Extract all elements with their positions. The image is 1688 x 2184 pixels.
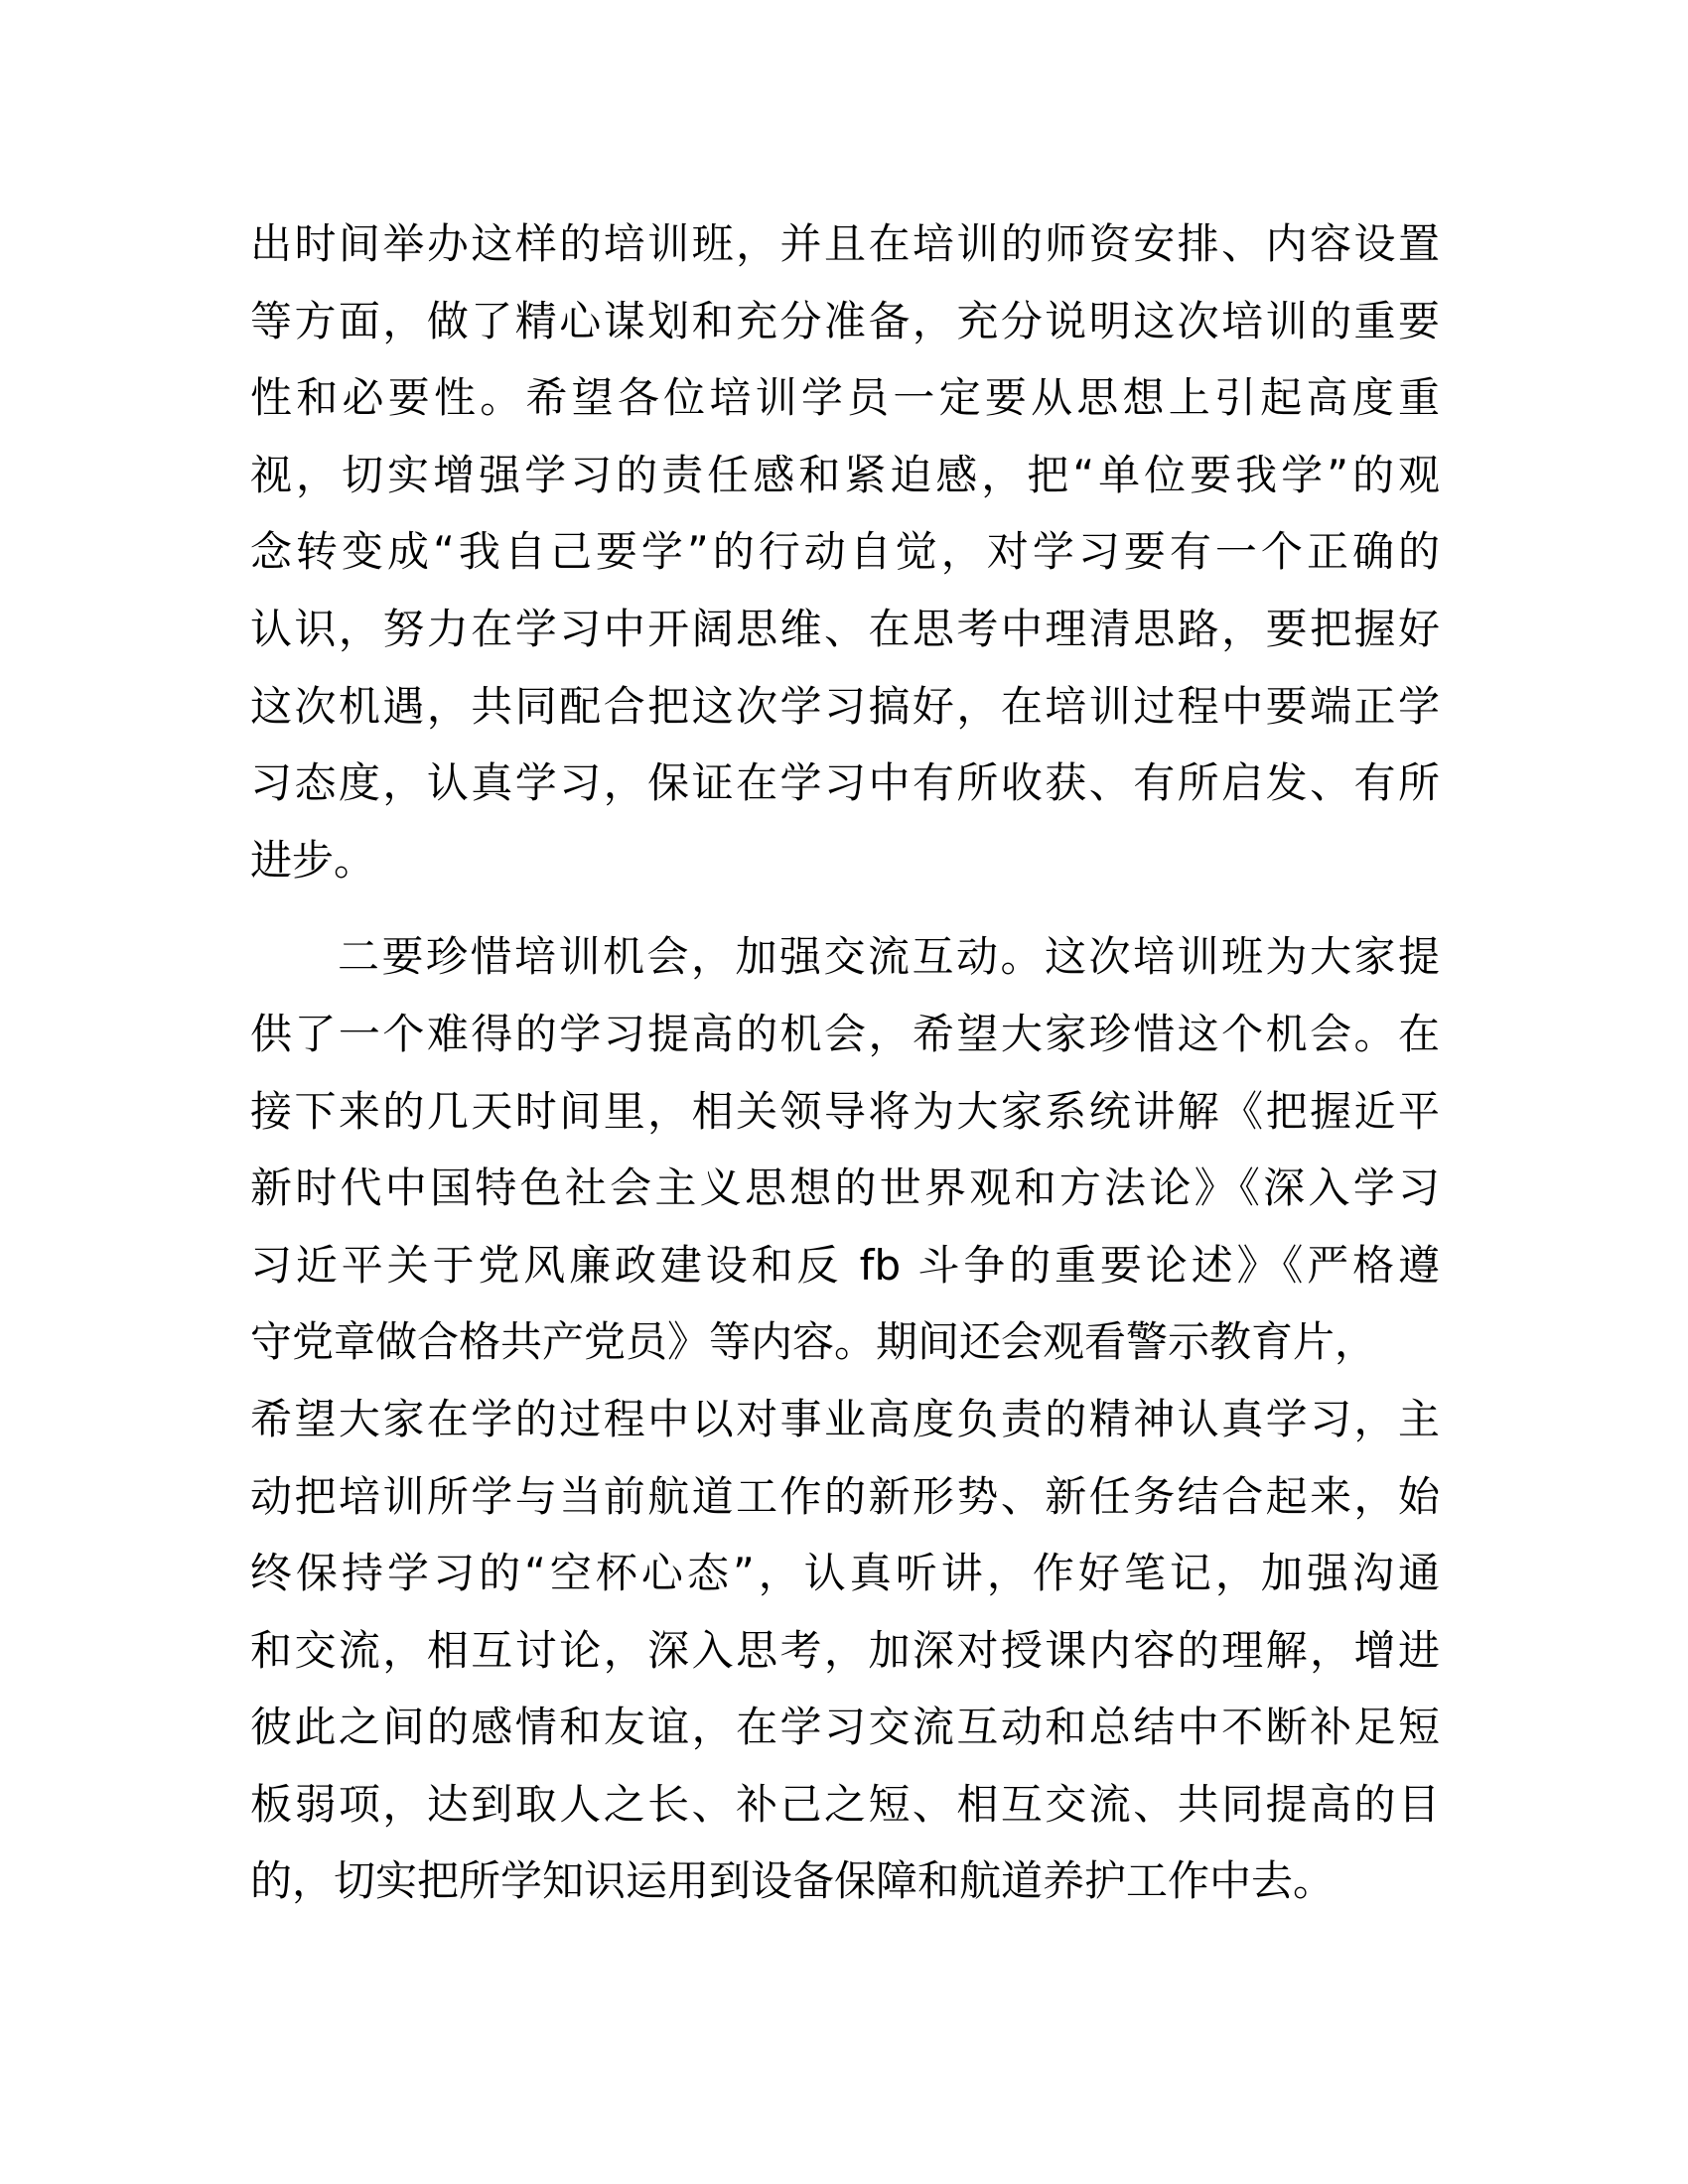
- text-line: 视，切实增强学习的责任感和紧迫感，把“单位要我学”的观: [250, 450, 1440, 499]
- text-line: 守党章做合格共产党员》等内容。期间还会观看警示教育片，: [250, 1317, 1377, 1367]
- text-line: 念转变成“我自己要学”的行动自觉，对学习要有一个正确的: [250, 527, 1440, 577]
- text-line: 的，切实把所学知识运用到设备保障和航道养护工作中去。: [250, 1856, 1336, 1906]
- text-line: 终保持学习的“空杯心态”，认真听讲，作好笔记，加强沟通: [250, 1549, 1440, 1598]
- text-line: 供了一个难得的学习提高的机会，希望大家珍惜这个机会。在: [250, 1009, 1440, 1058]
- text-line: 和交流，相互讨论，深入思考，加深对授课内容的理解，增进: [250, 1625, 1440, 1675]
- text-line: 彼此之间的感情和友谊，在学习交流互动和总结中不断补足短: [250, 1703, 1440, 1752]
- text-line: 习态度，认真学习，保证在学习中有所收获、有所启发、有所: [250, 758, 1440, 808]
- text-line: 这次机遇，共同配合把这次学习搞好，在培训过程中要端正学: [250, 681, 1440, 731]
- text-line: 接下来的几天时间里，相关领导将为大家系统讲解《把握近平: [250, 1086, 1440, 1136]
- text-line: 等方面，做了精心谋划和充分准备，充分说明这次培训的重要: [250, 296, 1440, 345]
- paragraph-1: [250, 205, 1440, 898]
- text-line: 出时间举办这样的培训班，并且在培训的师资安排、内容设置: [250, 219, 1440, 268]
- text-line: 二要珍惜培训机会，加强交流互动。这次培训班为大家提: [338, 932, 1440, 982]
- document-page: [250, 205, 1440, 1920]
- text-line: 动把培训所学与当前航道工作的新形势、新任务结合起来，始: [250, 1471, 1440, 1521]
- text-line: 性和必要性。希望各位培训学员一定要从思想上引起高度重: [250, 373, 1440, 423]
- paragraph-2: [250, 918, 1440, 1920]
- text-line: 习近平关于党风廉政建设和反 fb 斗争的重要论述》《严格遵: [250, 1240, 1440, 1290]
- text-line: 希望大家在学的过程中以对事业高度负责的精神认真学习，主: [250, 1394, 1440, 1443]
- text-line: 认识，努力在学习中开阔思维、在思考中理清思路，要把握好: [250, 604, 1440, 653]
- text-line: 板弱项，达到取人之长、补己之短、相互交流、共同提高的目: [250, 1779, 1440, 1829]
- text-line: 进步。: [250, 835, 376, 885]
- text-line: 新时代中国特色社会主义思想的世界观和方法论》《深入学习: [250, 1163, 1440, 1213]
